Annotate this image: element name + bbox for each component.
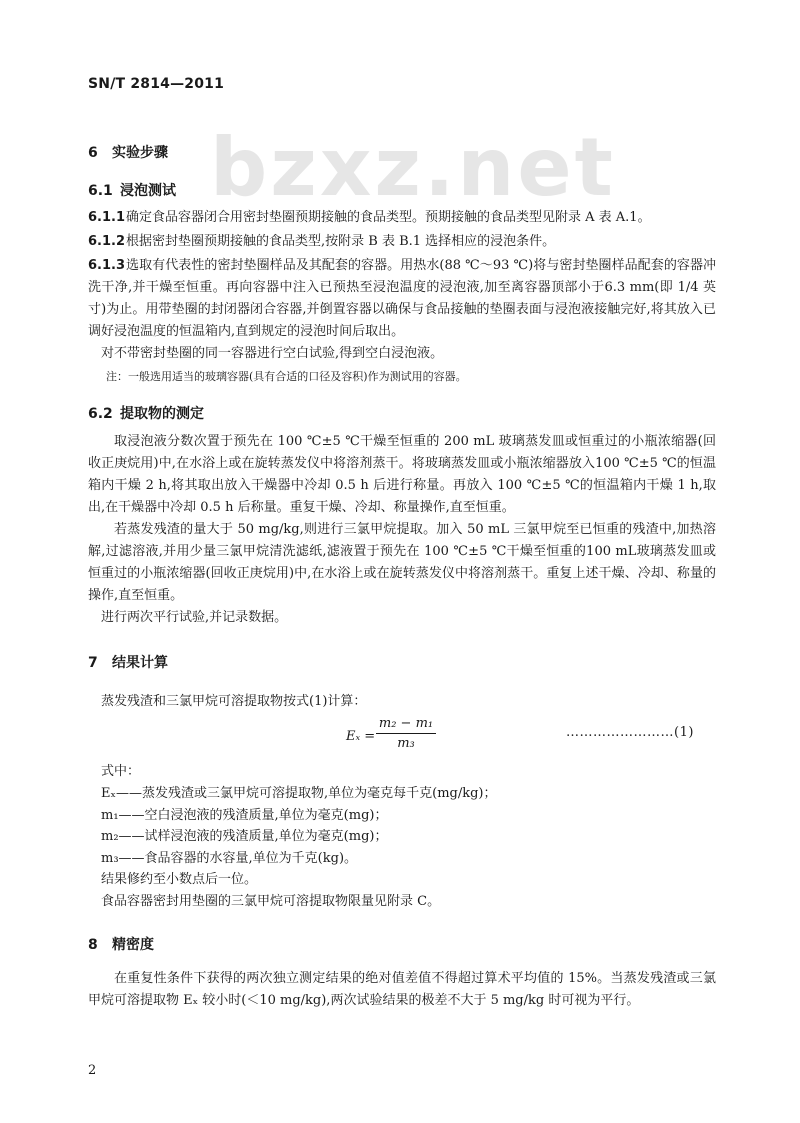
paragraph-6-2-a: 取浸泡液分数次置于预先在 100 ℃±5 ℃干燥至恒重的 200 mL 玻璃蒸发皿或恒重过的小瓶浓缩器(回收正庚烷用)中,在水浴上或在旋转蒸发仪中将溶剂蒸干。将玻璃蒸发皿或小瓶浓缩器放入100 ℃±5 ℃的恒温箱内干燥 2 h,将其取出放入干燥器中冷却 0.5 h 后进行称量。再放入 100 ℃±5 ℃的恒温箱内干燥 1 h,取出,在干燥器中冷却 0.5 h 后称量。重复干燥、冷却、称量操作,直至恒重。 (88, 434, 716, 515)
formula-denominator: m₃ (397, 736, 415, 751)
section-6-1-heading (88, 180, 176, 200)
rounding-rule: 结果修约至小数点后一位。 (101, 872, 258, 887)
formula-numerator: m₂ − m₁ (376, 716, 436, 734)
clause-text: 确定食品容器闭合用密封垫圈预期接触的食品类型。预期接触的食品类型见附录 A 表 A.1。 (126, 210, 651, 225)
clause-6-1-3 (88, 255, 716, 343)
definition-m1: m₁——空白浸泡液的残渣质量,单位为毫克(mg)； (101, 807, 388, 823)
section-title: 结果计算 (112, 655, 168, 671)
note: 注：一般选用适当的玻璃容器(具有合适的口径及容积)作为测试用的容器。 (106, 370, 467, 383)
definition-ex: Eₓ——蒸发残渣或三氯甲烷可溶提取物,单位为毫克每千克(mg/kg)； (101, 786, 497, 801)
clause-text: 根据密封垫圈预期接触的食品类型,按附录 B 表 B.1 选择相应的浸泡条件。 (126, 234, 556, 249)
clause-number: 6.1.3 (88, 258, 126, 273)
section-6-heading (88, 142, 168, 162)
formula-fraction (376, 716, 436, 751)
clause-text: 选取有代表性的密封垫圈样品及其配套的容器。用热水(88 ℃～93 ℃)将与密封垫圈样品配套的容器冲洗干净,并干燥至恒重。再向容器中注入已预热至浸泡温度的浸泡液,加至离容器顶部小于6.3 mm(即 1/4 英寸)为止。用带垫圈的封闭器闭合容器,并倒置容器以确保与食品接触的垫圈表面与浸泡液接触完好,将其放入已调好浸泡温度的恒温箱内,直到规定的浸泡时间后取出。 (88, 258, 716, 339)
where-label: 式中： (101, 764, 141, 779)
equation-number: ……………………(1) (566, 725, 694, 740)
clause-number: 6.1.2 (88, 234, 126, 249)
formula-1 (346, 716, 436, 762)
section-6-2-heading (88, 403, 204, 423)
section-number: 8 (88, 937, 98, 953)
limit-reference: 食品容器密封用垫圈的三氯甲烷可溶提取物限量见附录 C。 (101, 893, 441, 909)
formula-lhs: Eₓ = (346, 729, 376, 744)
precision-paragraph: 在重复性条件下获得的两次独立测定结果的绝对值差值不得超过算术平均值的 15%。当蒸发残渣或三氯甲烷可溶提取物 Eₓ 较小时(＜10 mg/kg),两次试验结果的极差不大于 5 mg/kg 时可视为平行。 (88, 971, 716, 1008)
section-number: 6 (88, 145, 98, 161)
clause-6-1-1 (88, 207, 716, 229)
paragraph-6-2-b: 若蒸发残渣的量大于 50 mg/kg,则进行三氯甲烷提取。加入 50 mL 三氯甲烷至已恒重的残渣中,加热溶解,过滤溶液,并用少量三氯甲烷清洗滤纸,滤液置于预先在 100 ℃±5 ℃干燥至恒重的100 mL玻璃蒸发皿或恒重过的小瓶浓缩器(回收正庚烷用)中,在水浴上或在旋转蒸发仪中将溶剂蒸干。重复上述干燥、冷却、称量的操作,直至恒重。 (88, 522, 716, 603)
section-number: 7 (88, 655, 98, 671)
definition-m2: m₂——试样浸泡液的残渣质量,单位为毫克(mg)； (101, 829, 388, 844)
definition-m3: m₃——食品容器的水容量,单位为千克(kg)。 (101, 850, 358, 866)
blank-test-paragraph: 对不带密封垫圈的同一容器进行空白试验,得到空白浸泡液。 (101, 346, 444, 361)
page-number: 2 (88, 1063, 97, 1078)
section-8-heading (88, 934, 154, 954)
paragraph-6-2-c: 进行两次平行试验,并记录数据。 (101, 610, 288, 625)
section-7-heading (88, 652, 168, 672)
section-number: 6.1 (88, 183, 113, 199)
section-title: 精密度 (112, 937, 154, 953)
section-title: 提取物的测定 (120, 406, 204, 422)
standard-number-header: SN/T 2814—2011 (88, 76, 225, 92)
section-title: 实验步骤 (112, 145, 168, 161)
watermark: bzxz.net (210, 121, 616, 214)
section-number: 6.2 (88, 406, 113, 422)
clause-number: 6.1.1 (88, 210, 126, 225)
formula-intro: 蒸发残渣和三氯甲烷可溶提取物按式(1)计算： (101, 694, 367, 709)
section-title: 浸泡测试 (120, 183, 176, 199)
variable-definitions (101, 783, 497, 912)
clause-6-1-2 (88, 231, 716, 253)
